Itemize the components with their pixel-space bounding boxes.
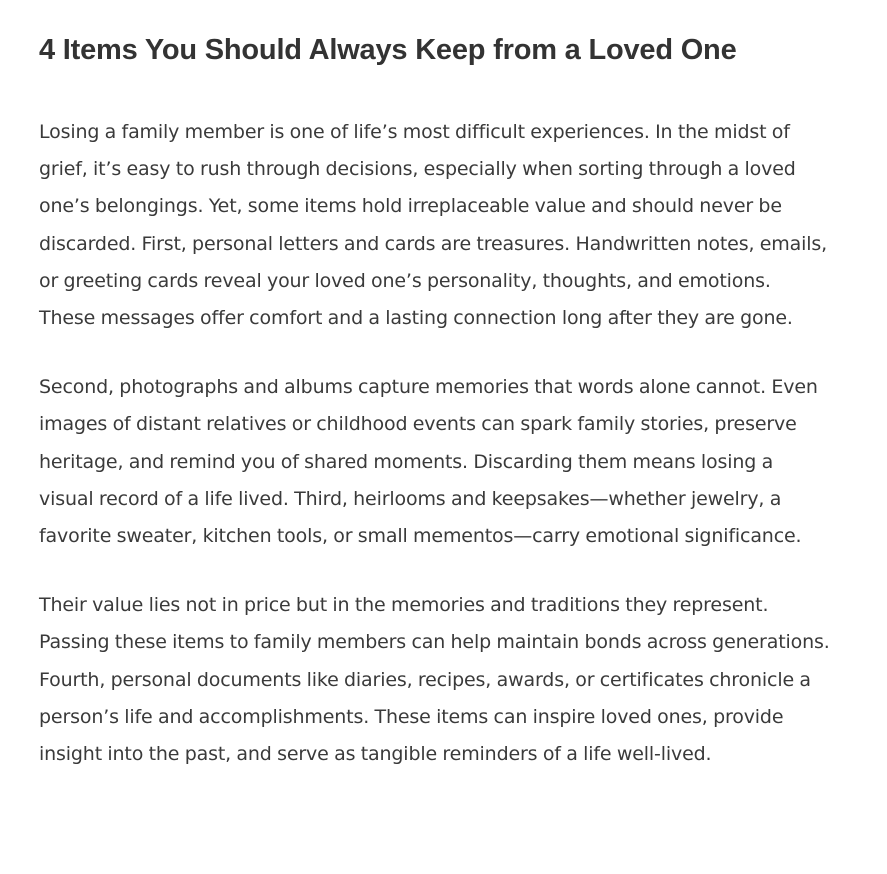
article-paragraph-1: Losing a family member is one of life’s most difficult experiences. In the midst of grief, it’s easy to rush through decisions, especially when sorting through a loved one’s belongings. Yet, some items hold irreplaceable value and should never be discarded. First, personal letters and cards are treasures. Handwritten notes, emails, or greeting cards reveal your loved one’s personality, thoughts, and emotions. These messages offer comfort and a lasting connection long after they are gone. <box>39 121 828 330</box>
article-paragraph-3: Their value lies not in price but in the memories and traditions they represent. Passing these items to family members can help maintain bonds across generations. Fourth, personal documents like diaries, recipes, awards, or certificates chronicle a person’s life and accomplishments. These items can inspire loved ones, provide insight into the past, and serve as tangible reminders of a life well-lived. <box>39 594 830 766</box>
article-paragraph-2: Second, photographs and albums capture memories that words alone cannot. Even images of distant relatives or childhood events can spark family stories, preserve heritage, and remind you of shared moments. Discarding them means losing a visual record of a life lived. Third, heirlooms and keepsakes—whether jewelry, a favorite sweater, kitchen tools, or small mementos—carry emotional significance. <box>39 376 818 548</box>
article-title: 4 Items You Should Always Keep from a Loved One <box>39 34 737 66</box>
